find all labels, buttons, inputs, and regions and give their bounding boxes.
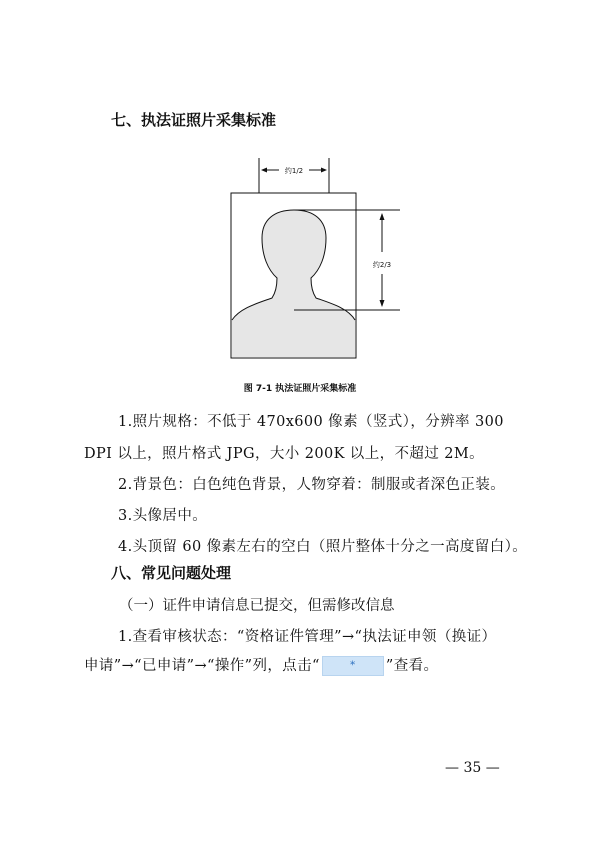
section-7-title: 七、执法证照片采集标准 [111, 111, 277, 129]
view-button-glyph: * [350, 660, 356, 671]
height-ratio-label: 约2/3 [372, 261, 392, 269]
view-button-screenshot [322, 656, 384, 676]
step-1-line-2-before: 申请”→“已申请”→“操作”列，点击“ [84, 658, 320, 674]
subsection-1-title: （一）证件申请信息已提交，但需修改信息 [119, 598, 395, 614]
portrait-diagram [228, 158, 408, 368]
section-8-title: 八、常见问题处理 [111, 564, 232, 582]
figure-caption: 图 7-1 执法证照片采集标准 [243, 384, 357, 394]
item-1-line-2: DPI 以上，照片格式 JPG，大小 200K 以上，不超过 2M。 [84, 446, 484, 462]
width-ratio-label: 约1/2 [284, 167, 304, 175]
step-1-line-1: 1.查看审核状态：“资格证件管理”→“执法证申领（换证） [118, 629, 497, 645]
photo-standard-figure [228, 158, 408, 368]
item-1-line-1: 1.照片规格：不低于 470x600 像素（竖式），分辨率 300 [118, 414, 504, 430]
item-2: 2.背景色：白色纯色背景，人物穿着：制服或者深色正装。 [118, 477, 506, 493]
page-number: — 35 — [445, 760, 500, 776]
item-3: 3.头像居中。 [118, 508, 208, 524]
item-4: 4.头顶留 60 像素左右的空白（照片整体十分之一高度留白）。 [118, 539, 528, 555]
step-1-line-2 [84, 654, 438, 676]
step-1-line-2-after: ”查看。 [385, 658, 439, 674]
